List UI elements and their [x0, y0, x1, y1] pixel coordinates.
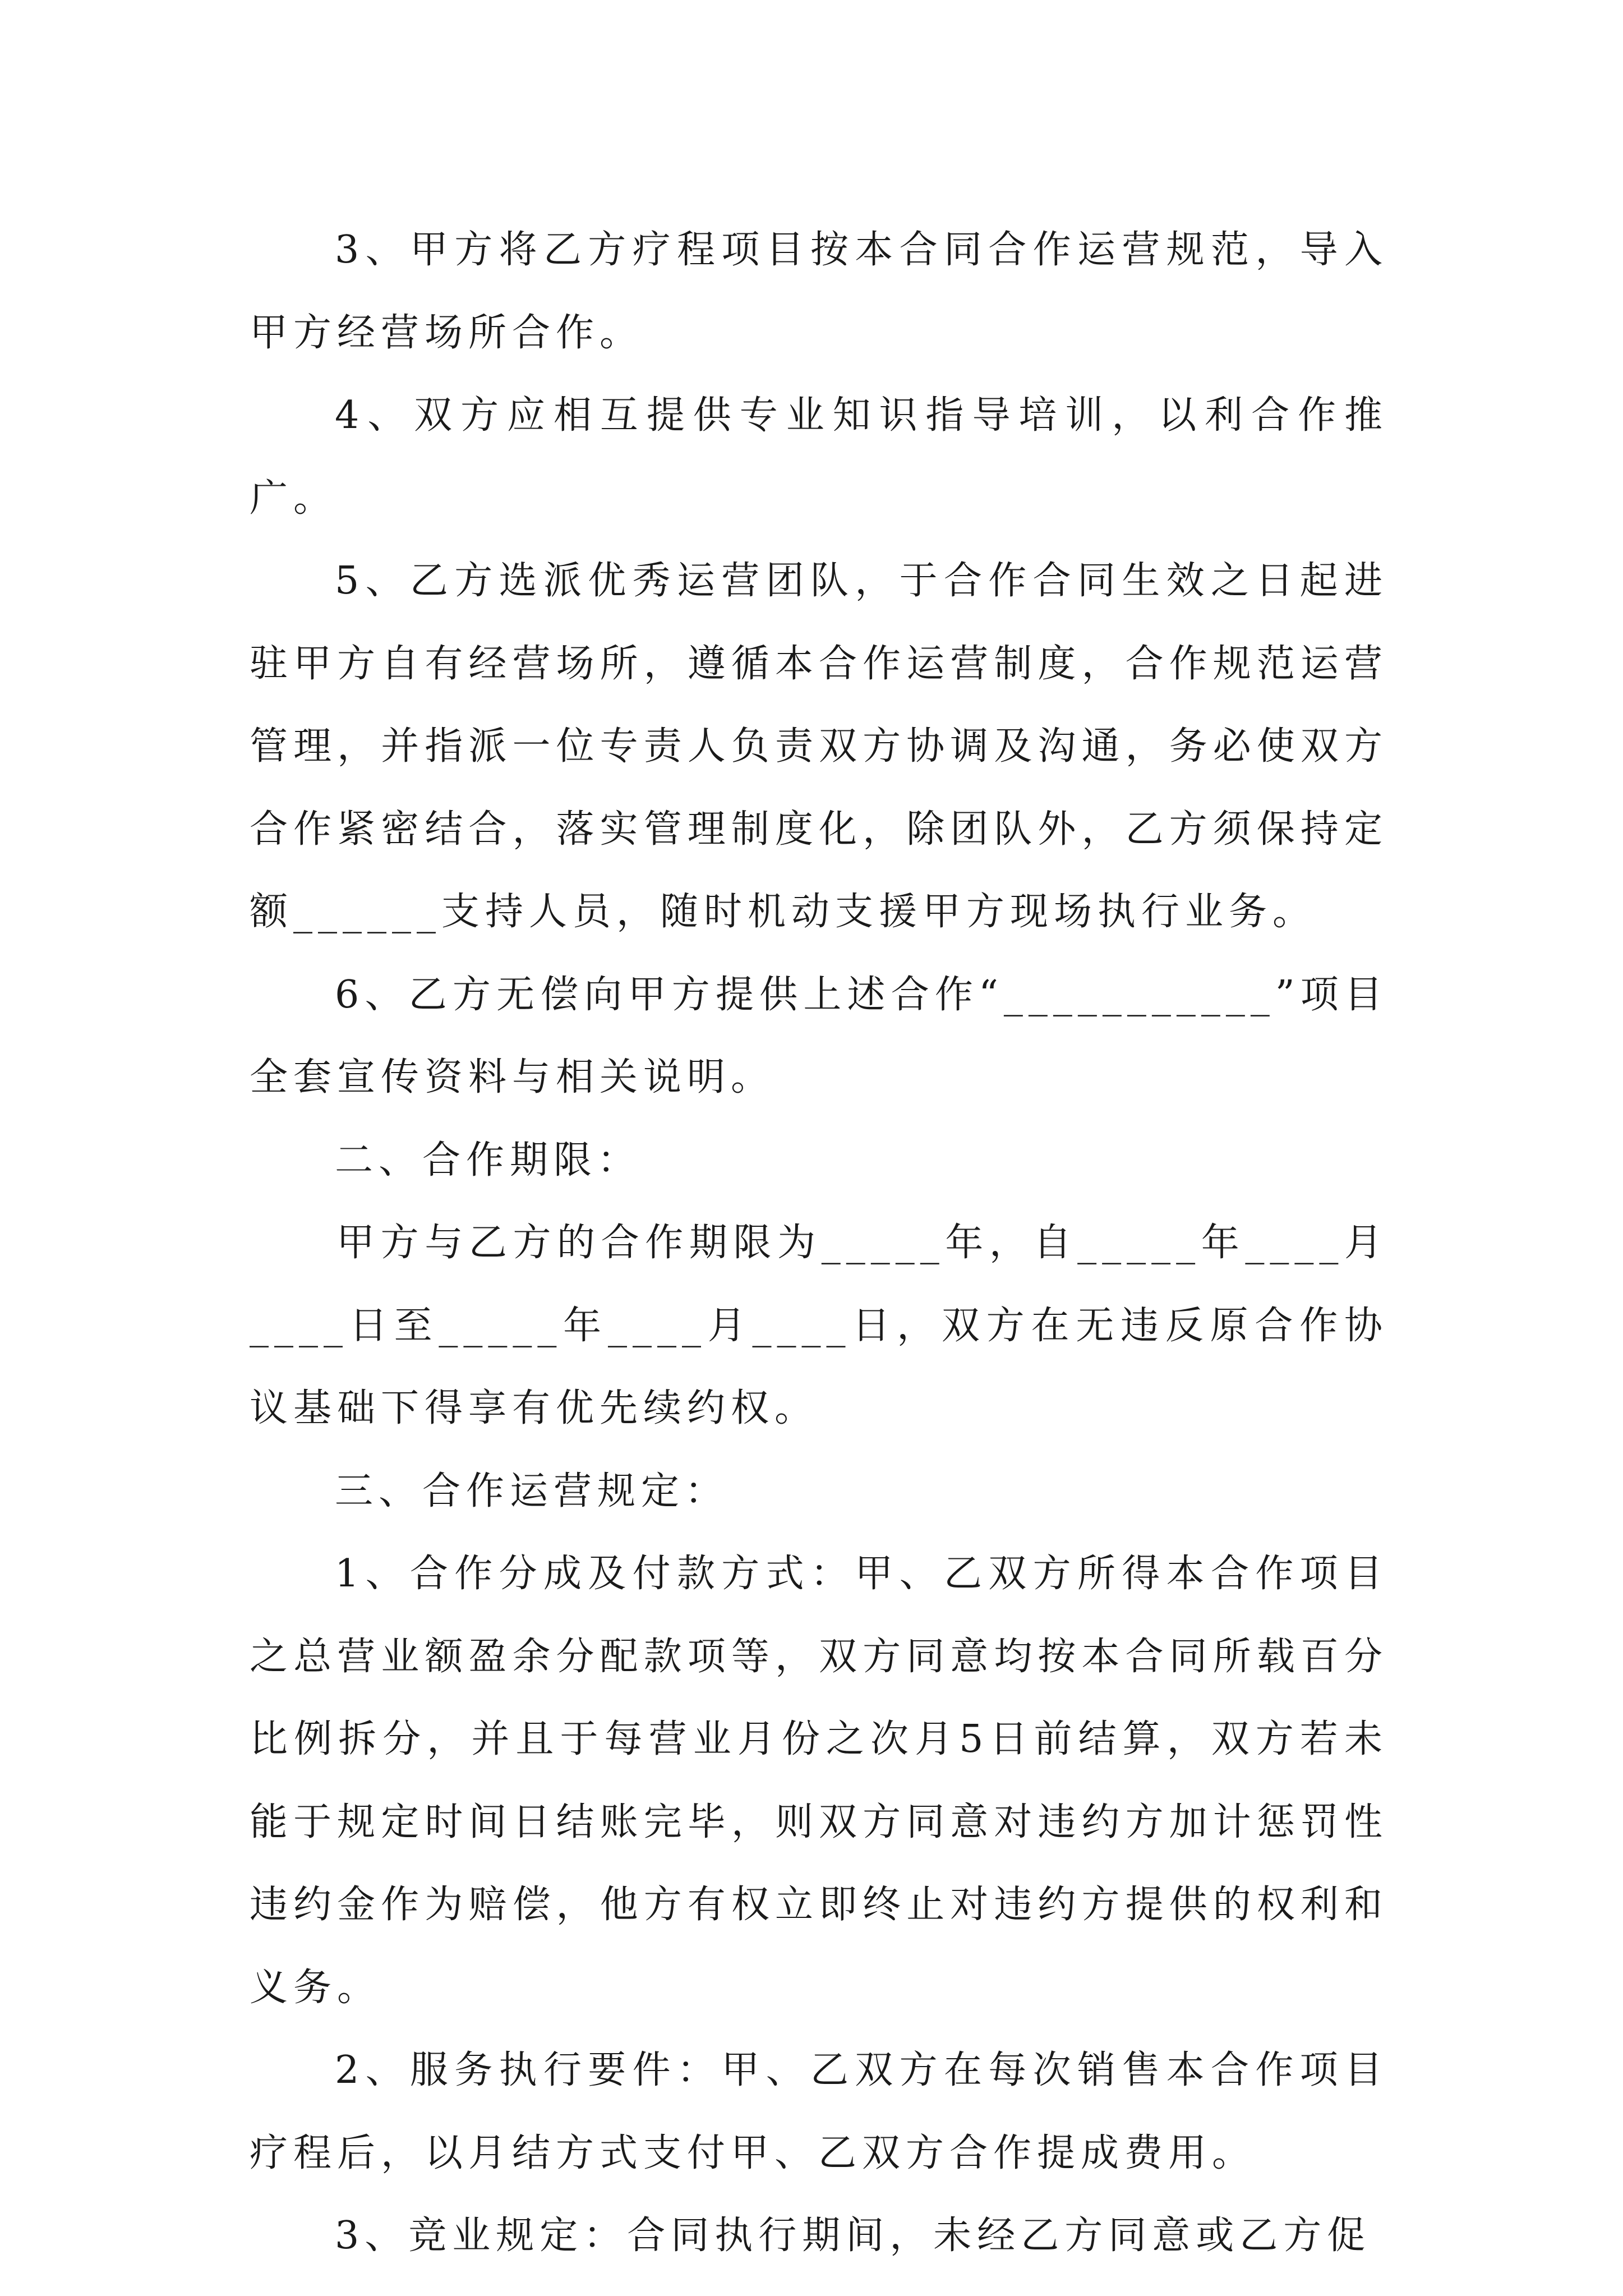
clause-6-paragraph: 6、乙方无偿向甲方提供上述合作“___________”项目全套宣传资料与相关说明。: [250, 972, 1388, 1099]
rule-1-paragraph: 1、合作分成及付款方式：甲、乙双方所得本合作项目之总营业额盈余分配款项等，双方同意均按本合同所载百分比例拆分，并且于每营业月份之次月5日前结算，双方若未能于规定时间日结账完毕，则双方同意对违约方加计惩罚性违约金作为赔偿，他方有权立即终止对违约方提供的权利和义务。: [250, 1552, 1388, 2010]
section-heading-term: 二、合作期限：: [335, 1138, 642, 1182]
document-body: [250, 209, 1388, 2277]
clause-3-paragraph: 3、甲方将乙方疗程项目按本合同合作运营规范，导入甲方经营场所合作。: [250, 228, 1388, 355]
term-paragraph: 甲方与乙方的合作期限为_____年，自_____年____月____日至_____年____月____日，双方在无违反原合作协议基础下得享有优先续约权。: [250, 1221, 1388, 1430]
rule-2-paragraph: 2、服务执行要件：甲、乙双方在每次销售本合作项目疗程后，以月结方式支付甲、乙双方合作提成费用。: [250, 2048, 1388, 2175]
clause-5-paragraph: 5、乙方选派优秀运营团队，于合作合同生效之日起进驻甲方自有经营场所，遵循本合作运营制度，合作规范运营管理，并指派一位专责人负责双方协调及沟通，务必使双方合作紧密结合，落实管理制度化，除团队外，乙方须保持定额______支持人员，随时机动支援甲方现场执行业务。: [250, 559, 1388, 934]
rule-3-paragraph: 3、竞业规定：合同执行期间，未经乙方同意或乙方促: [335, 2214, 1371, 2258]
section-heading-operation-rules: 三、合作运营规定：: [335, 1469, 729, 1513]
clause-4-paragraph: 4、双方应相互提供专业知识指导培训，以利合作推广。: [250, 393, 1388, 521]
